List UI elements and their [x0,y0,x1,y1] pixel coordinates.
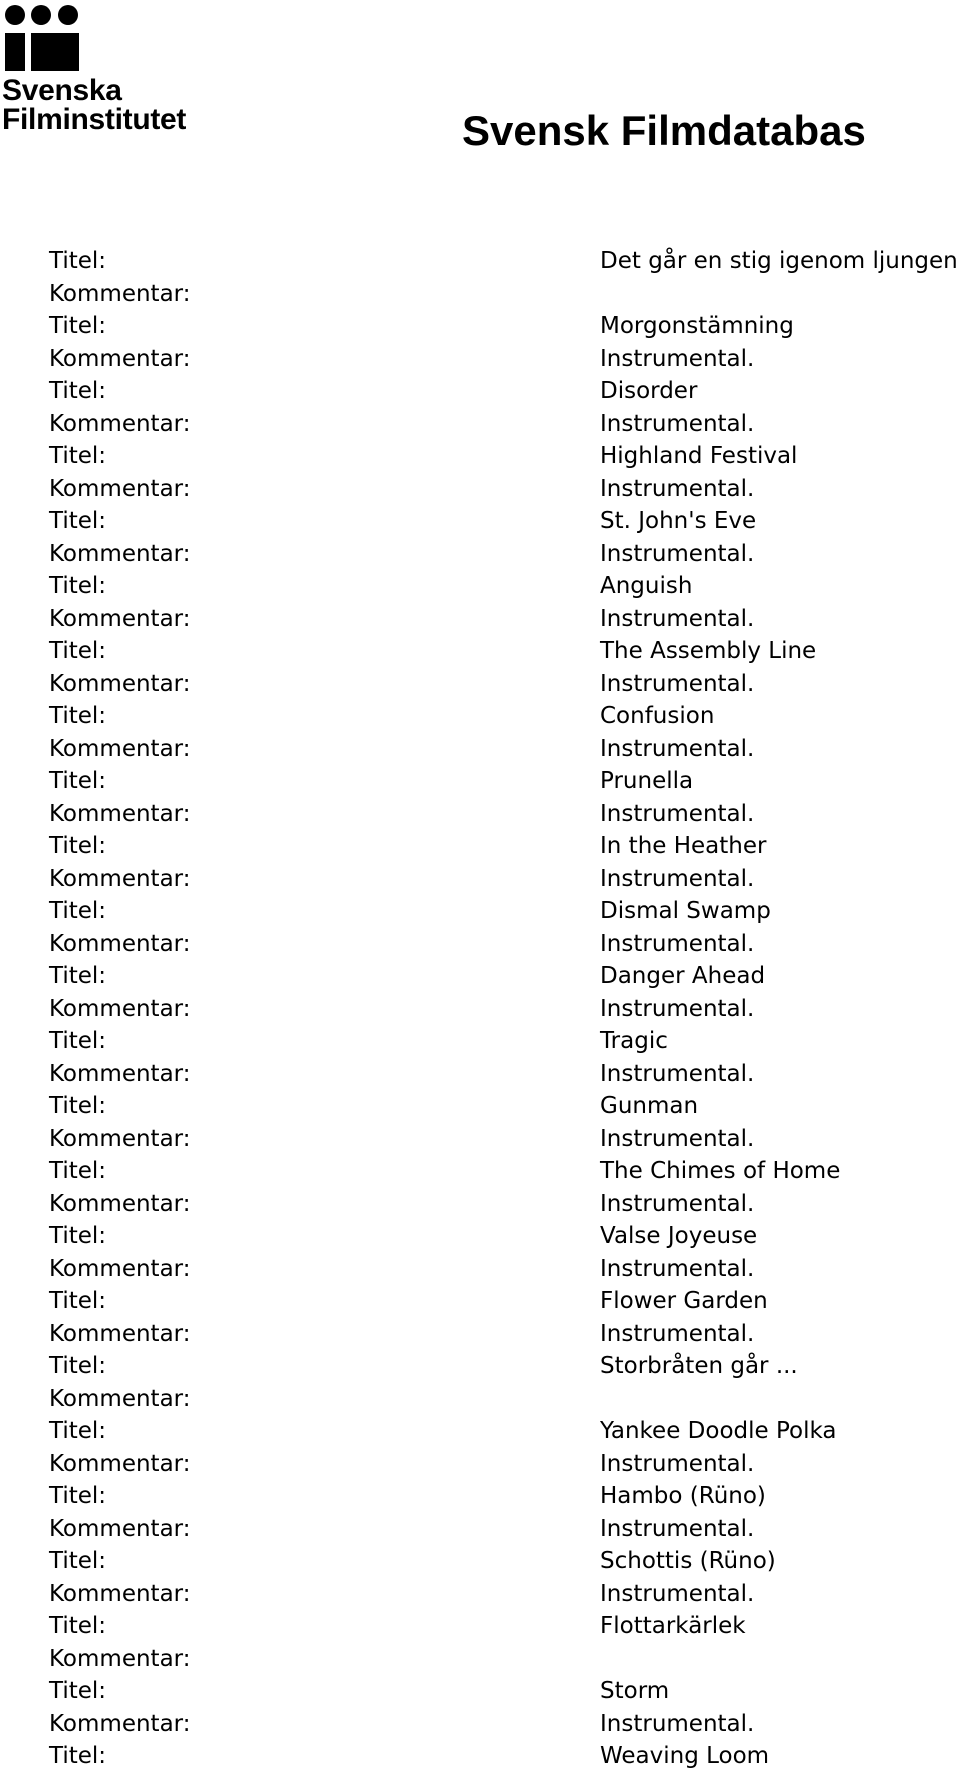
title-label: Titel: [49,1418,107,1444]
comment-label: Kommentar: [49,1060,191,1087]
svenska-filminstitutet-logo [2,3,242,153]
comment-label: Kommentar: [49,475,191,502]
title-value: Confusion [600,703,715,729]
title-label: Titel: [49,963,107,989]
comment-value: Instrumental. [600,1450,755,1477]
record-title-row [49,765,960,798]
title-value: Flower Garden [600,1288,768,1314]
title-value: Tragic [600,1028,668,1054]
comment-label: Kommentar: [49,1190,191,1217]
comment-value: Instrumental. [600,1190,755,1217]
record-comment-row [49,1058,960,1091]
title-label: Titel: [49,508,107,534]
record-comment-row [49,538,960,571]
comment-label: Kommentar: [49,735,191,762]
comment-value: Instrumental. [600,605,755,632]
title-value: Det går en stig igenom ljungen [600,248,958,274]
comment-value: Instrumental. [600,995,755,1022]
comment-label: Kommentar: [49,410,191,437]
record-comment-row [49,1383,960,1416]
title-label: Titel: [49,768,107,794]
comment-label: Kommentar: [49,865,191,892]
comment-value: Instrumental. [600,735,755,762]
title-value: Dismal Swamp [600,898,771,924]
record-title-row [49,440,960,473]
comment-value: Instrumental. [600,1060,755,1087]
record-title-row [49,1675,960,1708]
title-label: Titel: [49,1483,107,1509]
record-comment-row [49,1318,960,1351]
comment-label: Kommentar: [49,540,191,567]
comment-value: Instrumental. [600,930,755,957]
comment-label: Kommentar: [49,1125,191,1152]
record-comment-row [49,668,960,701]
title-label: Titel: [49,1743,107,1769]
title-value: Prunella [600,768,694,794]
comment-label: Kommentar: [49,1710,191,1737]
title-label: Titel: [49,703,107,729]
record-comment-row [49,1578,960,1611]
title-label: Titel: [49,378,107,404]
record-comment-row [49,1253,960,1286]
title-value: The Assembly Line [600,638,817,664]
comment-label: Kommentar: [49,1645,191,1672]
title-value: Schottis (Rüno) [600,1548,776,1574]
comment-value: Instrumental. [600,1125,755,1152]
record-title-row [49,505,960,538]
record-title-row [49,1155,960,1188]
record-title-row [49,245,960,278]
title-value: Yankee Doodle Polka [600,1418,837,1444]
record-title-row [49,700,960,733]
title-label: Titel: [49,1028,107,1054]
logo-line-1: Svenska [2,74,122,107]
record-title-row [49,1415,960,1448]
title-value: Storm [600,1678,670,1704]
title-value: The Chimes of Home [600,1158,841,1184]
title-label: Titel: [49,1223,107,1249]
comment-label: Kommentar: [49,800,191,827]
comment-value: Instrumental. [600,540,755,567]
record-comment-row [49,1448,960,1481]
record-title-row [49,375,960,408]
record-comment-row [49,1188,960,1221]
record-comment-row [49,603,960,636]
title-label: Titel: [49,1288,107,1314]
comment-value: Instrumental. [600,1710,755,1737]
title-value: St. John's Eve [600,508,757,534]
record-comment-row [49,1643,960,1676]
record-comment-row [49,343,960,376]
comment-label: Kommentar: [49,1450,191,1477]
comment-label: Kommentar: [49,605,191,632]
logo-line-2: Filminstitutet [2,103,187,136]
title-value: Weaving Loom [600,1743,770,1769]
comment-label: Kommentar: [49,670,191,697]
comment-value: Instrumental. [600,1580,755,1607]
record-comment-row [49,408,960,441]
title-value: In the Heather [600,833,767,859]
comment-label: Kommentar: [49,1515,191,1542]
comment-label: Kommentar: [49,1385,191,1412]
record-comment-row [49,863,960,896]
record-title-row [49,1350,960,1383]
record-title-row [49,1480,960,1513]
record-comment-row [49,928,960,961]
record-comment-row [49,1513,960,1546]
comment-value: Instrumental. [600,475,755,502]
title-label: Titel: [49,638,107,664]
record-comment-row [49,798,960,831]
comment-label: Kommentar: [49,1580,191,1607]
title-label: Titel: [49,898,107,924]
record-title-row [49,1545,960,1578]
title-label: Titel: [49,443,107,469]
title-label: Titel: [49,1353,107,1379]
title-label: Titel: [49,1678,107,1704]
record-title-row [49,635,960,668]
record-comment-row [49,473,960,506]
record-title-row [49,570,960,603]
comment-value: Instrumental. [600,1320,755,1347]
title-label: Titel: [49,1548,107,1574]
record-title-row [49,1090,960,1123]
title-value: Disorder [600,378,698,404]
record-list [49,245,960,1773]
comment-value: Instrumental. [600,410,755,437]
comment-label: Kommentar: [49,1320,191,1347]
record-title-row [49,960,960,993]
title-label: Titel: [49,573,107,599]
record-comment-row [49,1123,960,1156]
record-comment-row [49,733,960,766]
record-title-row [49,830,960,863]
page-title: Svensk Filmdatabas [462,107,866,154]
logo-dots-icon [2,3,92,71]
title-label: Titel: [49,1613,107,1639]
title-value: Highland Festival [600,443,798,469]
title-value: Storbråten går ... [600,1353,798,1379]
comment-label: Kommentar: [49,995,191,1022]
record-comment-row [49,1708,960,1741]
record-comment-row [49,993,960,1026]
record-title-row [49,310,960,343]
record-title-row [49,895,960,928]
title-label: Titel: [49,833,107,859]
record-title-row [49,1610,960,1643]
title-label: Titel: [49,313,107,339]
record-title-row [49,1285,960,1318]
title-value: Anguish [600,573,693,599]
comment-value: Instrumental. [600,1515,755,1542]
comment-value: Instrumental. [600,345,755,372]
title-label: Titel: [49,1158,107,1184]
comment-value: Instrumental. [600,1255,755,1282]
comment-value: Instrumental. [600,800,755,827]
title-value: Valse Joyeuse [600,1223,758,1249]
title-label: Titel: [49,1093,107,1119]
comment-label: Kommentar: [49,345,191,372]
title-label: Titel: [49,248,107,274]
logo-wordmark [2,76,186,134]
title-value: Morgonstämning [600,313,794,339]
title-value: Flottarkärlek [600,1613,746,1639]
title-value: Danger Ahead [600,963,766,989]
record-title-row [49,1740,960,1773]
comment-label: Kommentar: [49,1255,191,1282]
title-value: Gunman [600,1093,699,1119]
record-title-row [49,1025,960,1058]
comment-label: Kommentar: [49,930,191,957]
comment-value: Instrumental. [600,670,755,697]
comment-label: Kommentar: [49,280,191,307]
record-title-row [49,1220,960,1253]
comment-value: Instrumental. [600,865,755,892]
record-comment-row [49,278,960,311]
title-value: Hambo (Rüno) [600,1483,766,1509]
